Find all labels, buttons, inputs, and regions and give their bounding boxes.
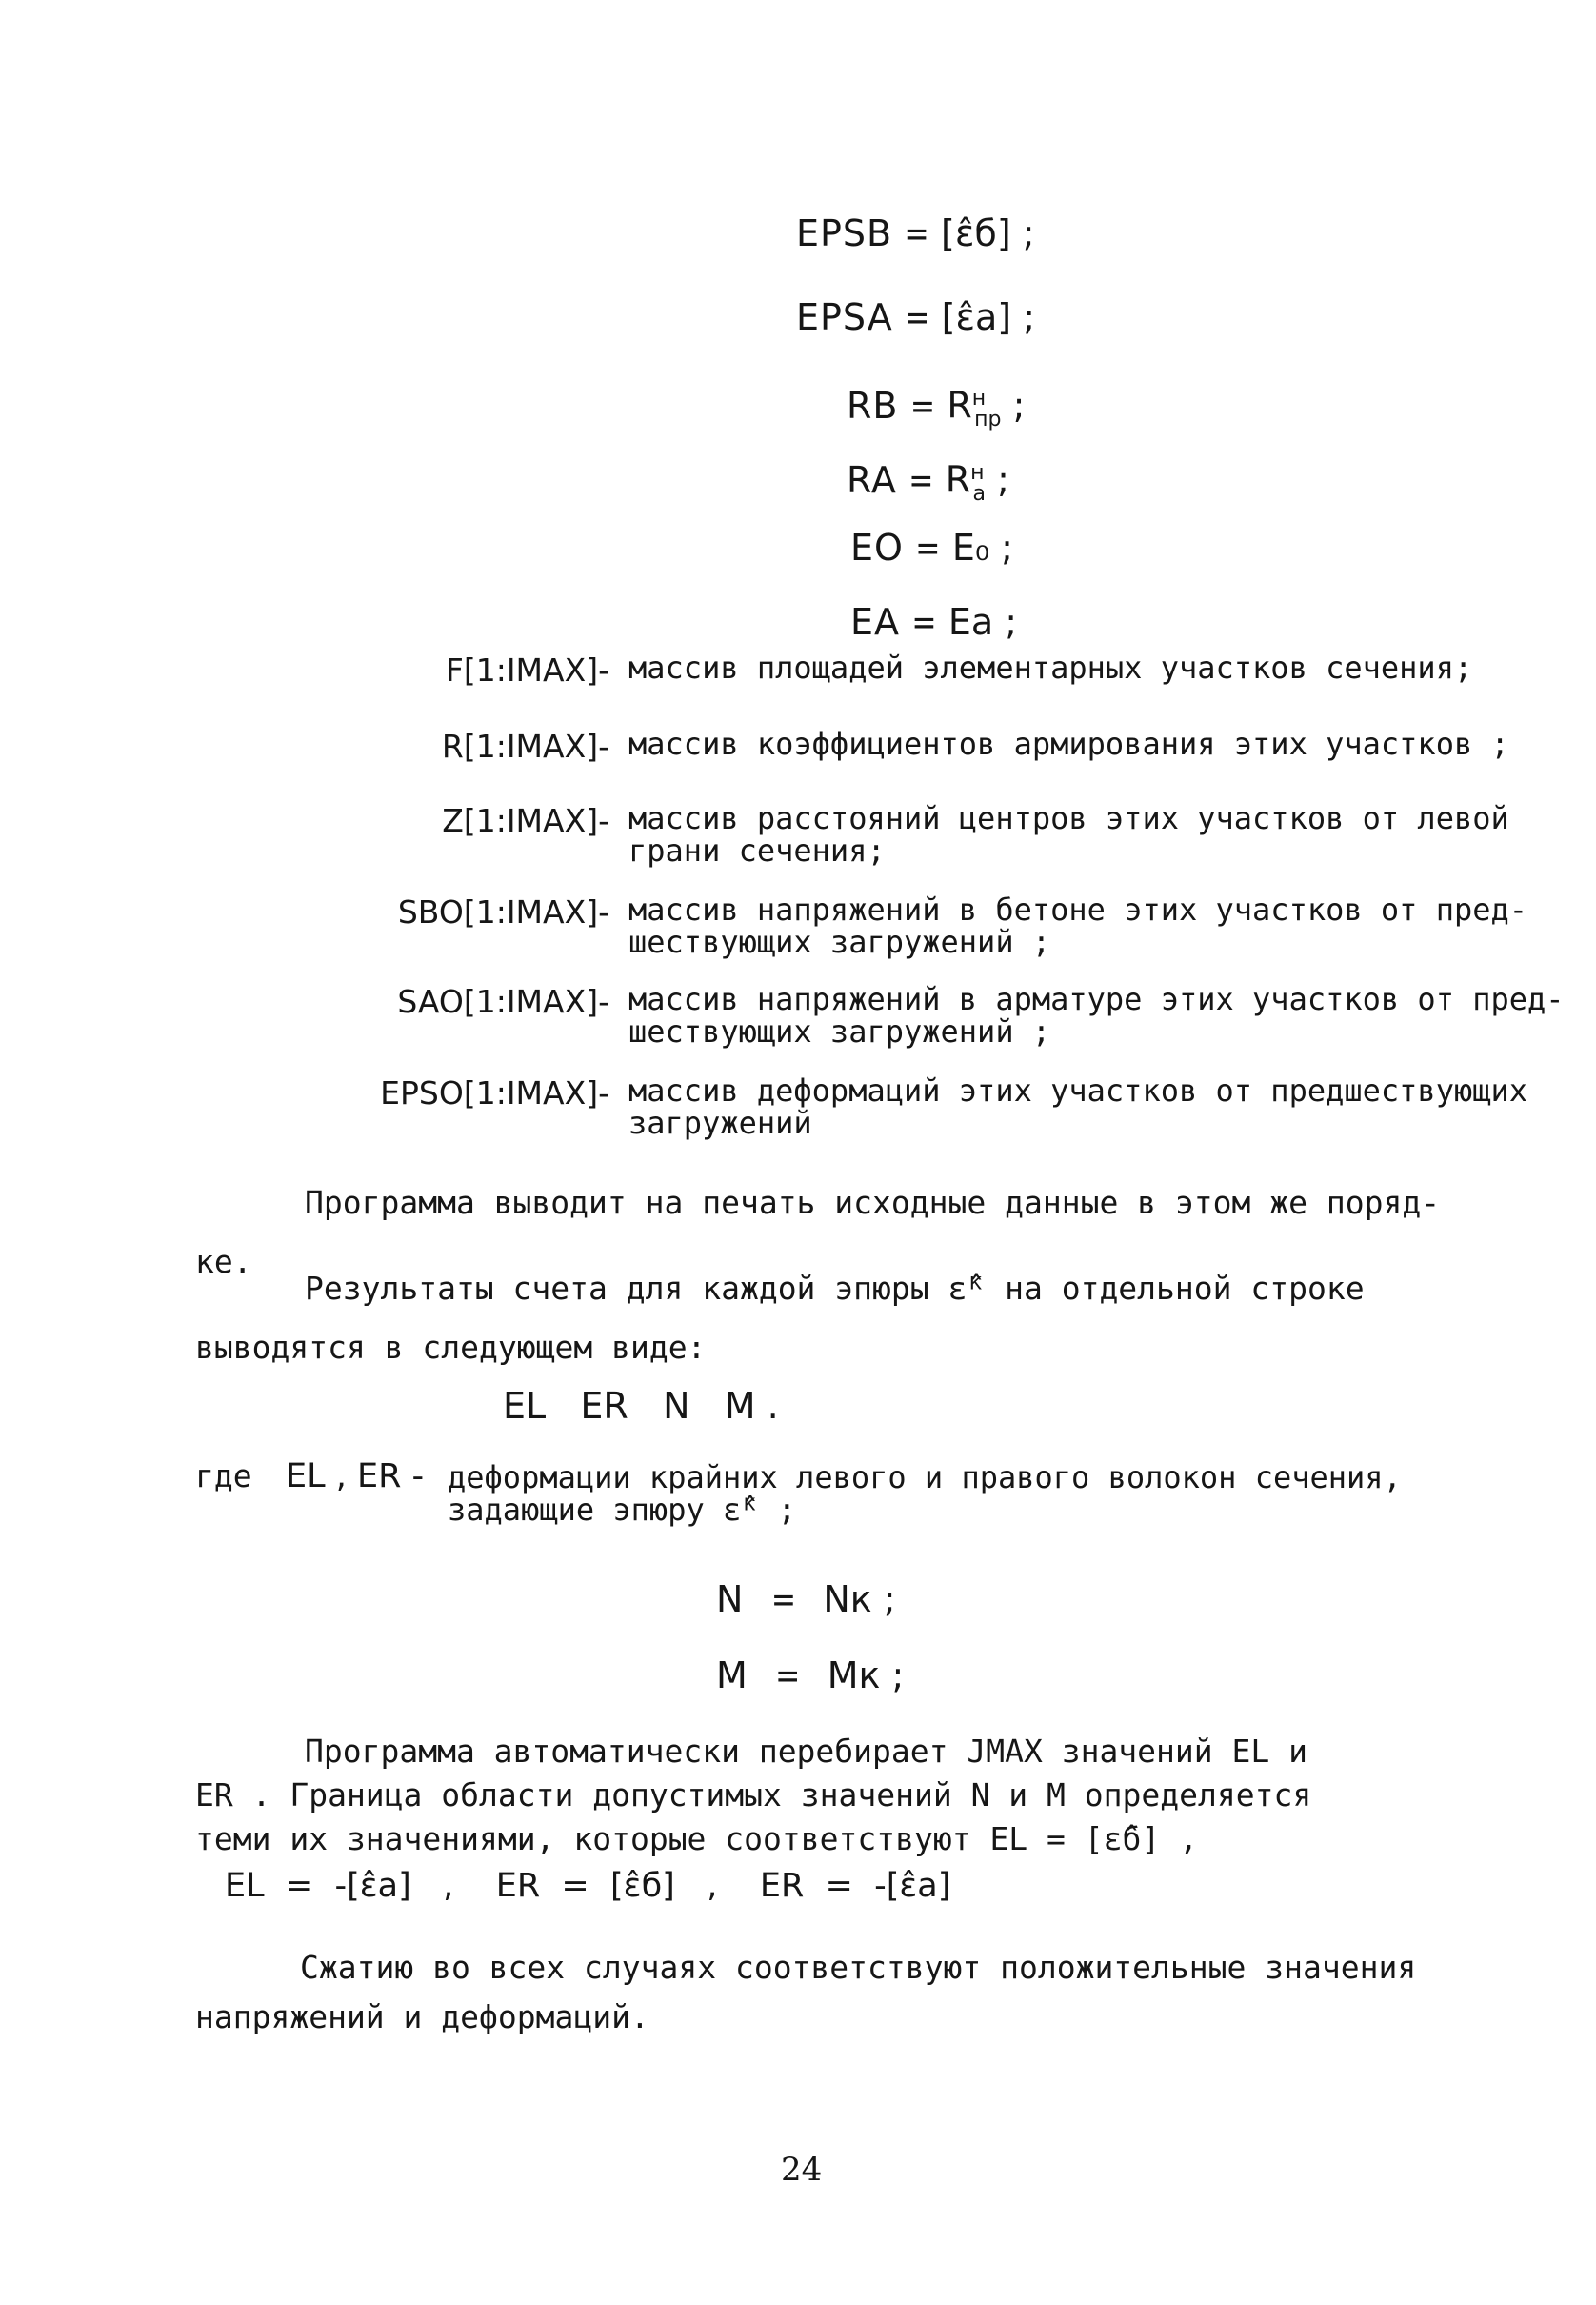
equals-sign: = xyxy=(911,384,934,427)
equation-lhs: EPSB xyxy=(796,212,893,254)
definition-term: R[1:IMAX]- xyxy=(441,728,609,765)
definition-term: SAO[1:IMAX]- xyxy=(397,983,609,1020)
superscript: н xyxy=(971,387,987,411)
equation-ra xyxy=(847,451,1009,516)
paragraph-output-order: Программа выводит на печать исходные данные в этом же поряд- ке. xyxy=(195,1184,1441,1280)
equation-eo xyxy=(850,526,1013,570)
equals-sign: = xyxy=(906,296,928,338)
definition-desc: массив напряжений в бетоне этих участков от пред- шествующих загружений ; xyxy=(628,892,1528,960)
definition-desc: массив площадей элементарных участков сечения; xyxy=(628,650,1473,686)
equals-sign: = xyxy=(776,1654,799,1696)
definition-row xyxy=(190,981,1565,1059)
equation-rhs: Nк ; xyxy=(823,1578,896,1620)
symbol-r: R xyxy=(945,458,971,501)
equation-rhs: Mк ; xyxy=(827,1654,905,1696)
where-term: EL , ER - xyxy=(286,1457,425,1495)
equation-rhs: [ε̂а] ; xyxy=(941,296,1035,338)
paragraph-results-format: Результаты счета для каждой эпюры ε̂ᴷ на отдельной строке выводятся в следующем виде: xyxy=(195,1270,1365,1366)
equation-rhs xyxy=(947,377,1025,442)
paragraph-enumeration: Программа автоматически перебирает JMAX значений EL и ER . Граница области допустимых значений N и M определяется теми их значениями, которые соответствуют EL = [ε̂б] , xyxy=(195,1733,1312,1857)
equation-n xyxy=(716,1577,896,1621)
equation-rb xyxy=(847,377,1025,442)
equation-rhs: E₀ ; xyxy=(951,527,1013,569)
equation-lhs: EPSA xyxy=(796,296,893,338)
where-desc: деформации крайних левого и правого волокон сечения, задающие эпюру ε̂ᴷ ; xyxy=(448,1459,1402,1528)
definition-term: EPSO[1:IMAX]- xyxy=(380,1074,609,1112)
symbol-r: R xyxy=(947,384,972,427)
equation-ea xyxy=(850,600,1017,644)
semicolon: ; xyxy=(1001,384,1026,427)
definition-desc: массив коэффициентов армирования этих участков ; xyxy=(628,726,1509,762)
equation-epsa xyxy=(796,295,1035,339)
definition-term: SBO[1:IMAX]- xyxy=(397,893,609,931)
equation-lhs: EO xyxy=(850,527,904,569)
equals-sign: = xyxy=(916,527,939,569)
where-clause xyxy=(195,1457,1481,1543)
definition-row xyxy=(190,892,1528,970)
definition-row xyxy=(190,651,1524,728)
definition-row xyxy=(190,728,1524,804)
equation-rhs: Eа ; xyxy=(948,601,1018,643)
definition-term: F[1:IMAX]- xyxy=(445,651,609,689)
bounds-line: EL = -[ε̂а] , ER = [ε̂б] , ER = -[ε̂а] xyxy=(225,1867,951,1905)
equals-sign: = xyxy=(906,212,928,254)
equation-rhs xyxy=(946,451,1009,516)
equals-sign: = xyxy=(913,601,935,643)
definition-term: Z[1:IMAX]- xyxy=(442,802,609,839)
definition-desc: массив напряжений в арматуре этих участков от пред- шествующих загружений ; xyxy=(628,981,1565,1050)
subscript: пр xyxy=(974,408,1002,432)
equation-rhs: [ε̂б] ; xyxy=(941,212,1035,254)
equation-epsb xyxy=(796,211,1035,255)
definition-desc: массив деформаций этих участков от предшествующих загружений xyxy=(628,1072,1528,1141)
equation-lhs: RB xyxy=(847,384,899,427)
equation-m xyxy=(716,1654,904,1697)
semicolon: ; xyxy=(986,458,1009,501)
definition-row xyxy=(190,802,1524,878)
equation-lhs: EA xyxy=(850,601,901,643)
definition-desc: массив расстояний центров этих участков от левой грани сечения; xyxy=(628,800,1509,869)
page-number: 24 xyxy=(781,2151,823,2189)
equals-sign: = xyxy=(909,458,932,501)
where-label: где xyxy=(195,1457,252,1494)
equation-lhs: RA xyxy=(847,458,897,501)
equation-lhs: M xyxy=(716,1654,748,1696)
subscript: а xyxy=(972,482,987,507)
output-format-line: EL ER N M . xyxy=(503,1385,779,1427)
superscript: н xyxy=(970,461,985,485)
paragraph-sign-convention: Сжатию во всех случаях соответствуют положительные значения напряжений и деформаций. xyxy=(195,1949,1417,2035)
equation-lhs: N xyxy=(716,1578,745,1620)
equals-sign: = xyxy=(772,1578,795,1620)
definition-row xyxy=(190,1072,1528,1151)
